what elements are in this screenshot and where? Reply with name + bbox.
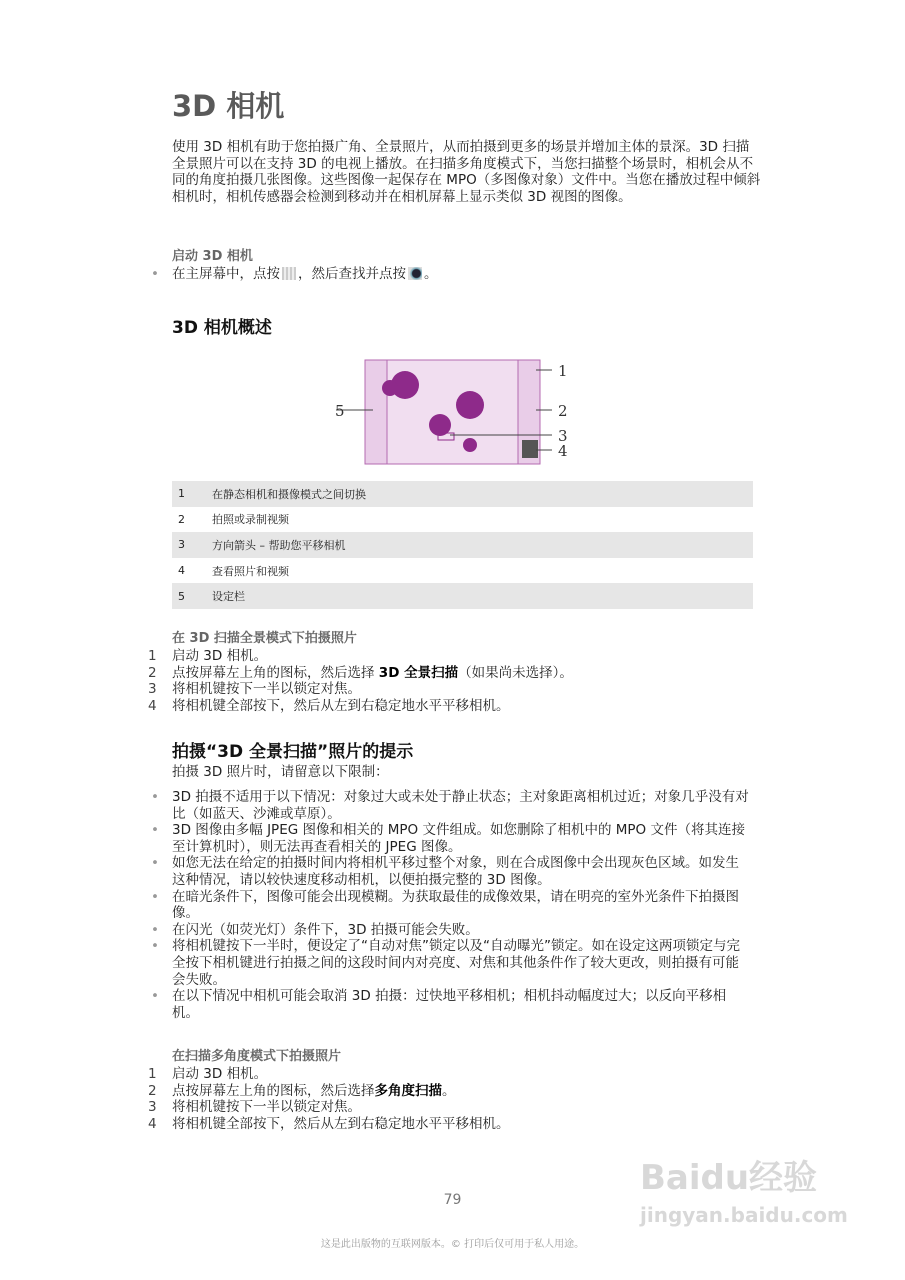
step-number: 1 <box>148 1066 157 1082</box>
step-text: 启动 3D 相机。 <box>172 1066 268 1082</box>
baidu-watermark <box>640 1150 848 1227</box>
list-item <box>148 681 762 698</box>
list-item: • 在暗光条件下，图像可能会出现模糊。为获取最佳的成像效果，请在明亮的室外光条件下拍摄图像。 <box>151 888 739 922</box>
watermark-brand: Baidu经验 <box>640 1158 818 1198</box>
tip-text: 3D 拍摄不适用于以下情况：对象过大或未处于静止状态；主对象距离相机过近；对象几乎没有对比（如蓝天、沙滩或草原）。 <box>172 789 749 822</box>
step-number: 3 <box>148 681 157 698</box>
tip-text: 在闪光（如荧光灯）条件下，3D 拍摄可能会失败。 <box>172 921 479 938</box>
table-row <box>172 507 753 533</box>
list-item <box>148 1066 762 1083</box>
callout-5: 5 <box>335 402 345 420</box>
list-item: • 3D 图像由多幅 JPEG 图像和相关的 MPO 文件组成。如您删除了相机中的 MPO 文件（将其连接至计算机时），则无法再查看相关的 JPEG 图像。 <box>151 822 745 855</box>
list-item <box>148 1099 762 1116</box>
callout-1: 1 <box>558 362 568 380</box>
tip-text: 将相机键按下一半时，便设定了“自动对焦”锁定以及“自动曝光”锁定。如在设定这两项锁定与完全按下相机键进行拍摄之间的这段时间内对亮度、对焦和其他条件作了较大更改，则拍摄有可能会失败。 <box>172 938 740 988</box>
bullet: • <box>151 266 159 282</box>
step-option: 3D 全景扫描 <box>378 664 459 681</box>
step-number: 4 <box>148 1115 157 1132</box>
footer-note: 这是此出版物的互联网版本。© 打印后仅可用于私人用途。 <box>320 1239 585 1250</box>
start-step <box>151 266 762 283</box>
row-number: 1 <box>178 487 185 501</box>
list-item: • 如您无法在给定的拍摄时间内将相机平移过整个对象，则在合成图像中会出现灰色区域。如发生这种情况，请以较快速度移动相机，以便拍摄完整的 3D 图像。 <box>151 855 739 888</box>
step-option: 多角度扫描 <box>374 1082 442 1099</box>
step-number: 1 <box>148 648 157 664</box>
step-text: ，然后查找并点按 <box>298 266 406 282</box>
multi-steps <box>148 1066 762 1132</box>
step-text: 启动 3D 相机。 <box>172 648 268 664</box>
camera-screen-figure <box>330 350 580 470</box>
list-item: • 在以下情况中相机可能会取消 3D 拍摄：过快地平移相机；相机抖动幅度过大；以反向平移相机。 <box>151 988 727 1021</box>
multi-heading: 在扫描多角度模式下拍摄照片 <box>172 1049 342 1064</box>
table-row <box>172 558 753 584</box>
list-item: • 3D 拍摄不适用于以下情况：对象过大或未处于静止状态；主对象距离相机过近；对象几乎没有对比（如蓝天、沙滩或草原）。 <box>151 789 749 822</box>
step-text: 点按屏幕左上角的图标，然后选择 <box>172 1082 375 1099</box>
step-text: 。 <box>424 266 438 282</box>
step-text: 将相机键全部按下，然后从左到右稳定地水平平移相机。 <box>172 1115 510 1132</box>
list-item <box>148 1115 762 1133</box>
step-text: （如果尚未选择）。 <box>458 664 573 681</box>
tip-text: 在以下情况中相机可能会取消 3D 拍摄：过快地平移相机；相机抖动幅度过大；以反向平移相机。 <box>172 988 727 1021</box>
row-text: 拍照或录制视频 <box>212 513 289 527</box>
step-text: 将相机键全部按下，然后从左到右稳定地水平平移相机。 <box>172 697 510 714</box>
row-number: 4 <box>178 564 185 578</box>
row-number: 3 <box>178 538 185 552</box>
table-row <box>172 583 753 609</box>
step-number: 2 <box>148 1082 157 1099</box>
step-text: 将相机键按下一半以锁定对焦。 <box>172 1099 361 1116</box>
callout-2: 2 <box>558 402 568 420</box>
thumbnail <box>522 440 538 458</box>
list-item: • 在闪光（如荧光灯）条件下，3D 拍摄可能会失败。 <box>151 921 479 938</box>
page-title: 3D 相机 <box>172 89 285 123</box>
app-grid-icon <box>282 267 296 280</box>
row-number: 2 <box>178 512 185 526</box>
tips-intro: 拍摄 3D 照片时，请留意以下限制： <box>172 764 389 780</box>
list-item <box>148 697 762 715</box>
3d-camera-app-icon <box>408 267 422 280</box>
callout-3: 3 <box>558 427 568 445</box>
step-number: 3 <box>148 1099 157 1116</box>
callout-4: 4 <box>558 442 568 460</box>
step-text: 在主屏幕中，点按 <box>172 266 280 282</box>
row-text: 查看照片和视频 <box>212 564 289 578</box>
list-item: • 将相机键按下一半时，便设定了“自动对焦”锁定以及“自动曝光”锁定。如在设定这两项锁定与完全按下相机键进行拍摄之间的这段时间内对亮度、对焦和其他条件作了较大更改，则拍摄有可能会失败。 <box>151 938 740 988</box>
step-text: 点按屏幕左上角的图标，然后选择 <box>172 664 379 681</box>
table-row <box>172 481 753 507</box>
page-number: 79 <box>443 1192 462 1208</box>
tips-list <box>151 789 752 1021</box>
overview-heading: 3D 相机概述 <box>172 318 272 338</box>
intro-paragraph: 使用 3D 相机有助于您拍摄广角、全景照片，从而拍摄到更多的场景并增加主体的景深。3D 扫描全景照片可以在支持 3D 的电视上播放。在扫描多角度模式下，当您扫描整个场景时，相机会从不同的角度拍摄几张图像。这些图像一起保存在 MPO（多图像对象）文件中。当您在播放过程中倾斜相机时，相机传感器会检测到移动并在相机屏幕上显示类似 3D 视图的图像。 <box>172 139 761 205</box>
step-number: 4 <box>148 697 157 714</box>
row-number: 5 <box>178 589 185 603</box>
table-row <box>172 532 753 558</box>
list-item <box>148 648 762 665</box>
sweep-heading: 在 3D 扫描全景模式下拍摄照片 <box>172 631 357 646</box>
row-text: 在静态相机和摄像模式之间切换 <box>212 487 366 501</box>
tip-text: 在暗光条件下，图像可能会出现模糊。为获取最佳的成像效果，请在明亮的室外光条件下拍摄图像。 <box>172 888 739 922</box>
watermark-url: jingyan.baidu.com <box>640 1203 848 1227</box>
overview-legend-table <box>172 481 753 609</box>
tips-heading: 拍摄“3D 全景扫描”照片的提示 <box>172 742 414 762</box>
tip-text: 如您无法在给定的拍摄时间内将相机平移过整个对象，则在合成图像中会出现灰色区域。如发生这种情况，请以较快速度移动相机，以便拍摄完整的 3D 图像。 <box>172 855 739 888</box>
sweep-steps <box>148 648 762 714</box>
row-text: 方向箭头 – 帮助您平移相机 <box>212 538 346 552</box>
step-number: 2 <box>148 664 157 681</box>
step-text: 。 <box>442 1082 456 1099</box>
row-text: 设定栏 <box>212 590 245 604</box>
list-item <box>148 1082 762 1100</box>
list-item <box>148 664 762 682</box>
tip-text: 3D 图像由多幅 JPEG 图像和相关的 MPO 文件组成。如您删除了相机中的 MPO 文件（将其连接至计算机时），则无法再查看相关的 JPEG 图像。 <box>172 822 745 855</box>
step-text: 将相机键按下一半以锁定对焦。 <box>172 681 361 698</box>
start-heading: 启动 3D 相机 <box>172 249 253 264</box>
